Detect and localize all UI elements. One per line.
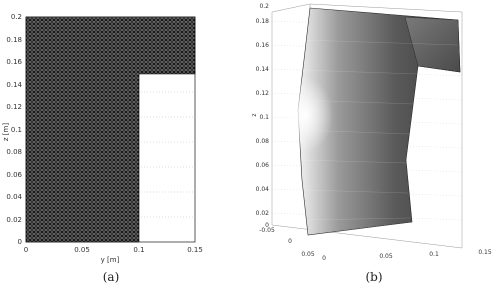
x-tick: 0.1 [429,251,439,258]
x-tick: 0.15 [187,246,203,254]
y-tick: 0.12 [6,103,22,111]
caption-a: (a) [102,270,120,284]
y-axis-label: z [m] [2,122,10,142]
z-tick: 0.06 [255,162,269,169]
x-axis-label: y [m] [100,256,120,264]
y-tick: 0.06 [6,171,22,179]
z-tick: 0.02 [255,210,269,217]
panel-a-mesh-plot [0,0,250,265]
depth-tick: -0.05 [259,227,275,234]
y-tick: 0.02 [6,216,22,224]
y-tick: 0.1 [10,126,22,134]
y-tick: 0.2 [10,13,22,21]
y-tick: 0.16 [6,58,22,66]
x-tick: 0 [23,246,29,254]
z-tick: 0.18 [255,18,269,25]
z-tick: 0 [265,222,269,229]
z-tick: 0.14 [255,66,269,73]
y-tick: 0.18 [6,36,22,44]
z-tick: 0.08 [255,138,269,145]
z-tick: 0.04 [255,186,269,193]
panel-b-surface-plot [250,0,498,265]
x-tick: 0.05 [74,246,90,254]
x-tick: 0.1 [133,246,145,254]
bottom-axis-ticks [259,227,492,262]
z-tick: 0.2 [259,3,269,10]
x-tick: 0.15 [478,249,492,256]
x-axis-ticks [24,246,203,254]
y-tick: 0 [17,238,22,246]
depth-tick: 0 [288,238,292,245]
caption-b: (b) [365,270,383,284]
z-tick: 0.12 [255,90,269,97]
y-tick: 0.04 [6,193,22,201]
x-tick: 0.05 [301,251,315,258]
z-axis-label: z [251,113,258,117]
light-glare [277,77,333,153]
x-tick: 0.05 [379,253,393,260]
z-tick: 0.16 [255,42,269,49]
x-tick: 0 [322,255,326,262]
z-tick: 0.1 [259,114,269,121]
y-tick: 0.14 [6,81,22,89]
y-tick: 0.08 [6,148,22,156]
